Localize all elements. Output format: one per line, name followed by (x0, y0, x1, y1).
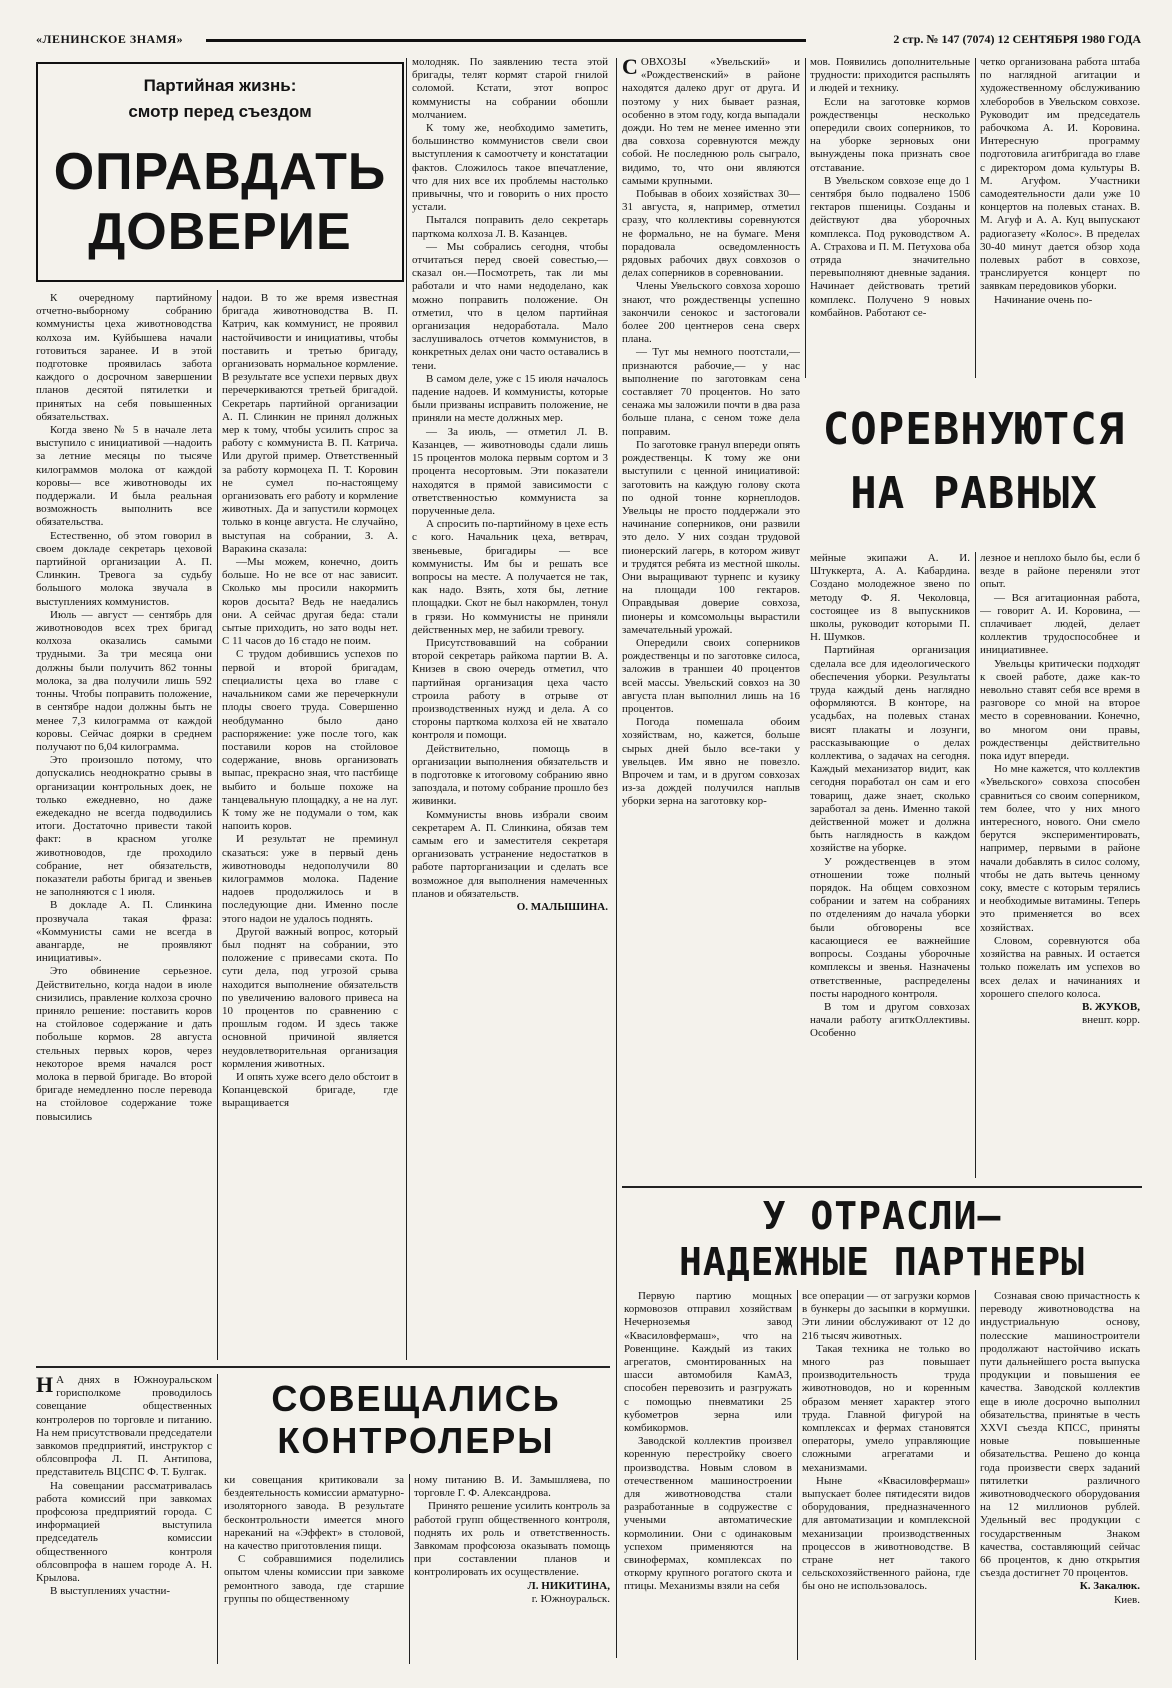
paragraph: Коммунисты вновь избрали своим секретарем А. П. Слинкина, обязав тем самым его и заместителя секретаря организовать устранение недостатков в работе парторганизации и сделать все возможное для выполнения намеченных планов и обязательств. (412, 808, 608, 900)
paragraph: У рождественцев в этом отношении тоже полный порядок. На общем совхозном собрании и затем на собраниях по отделениям до начала уборки были обговорены все касающиеся ее важнейшие вопросы. Созданы уборочные комплексы и звенья. Назначены ответственные, распределены посты народного контроля. (810, 855, 970, 1000)
column-rule (975, 58, 976, 378)
article2-headline-line1: СОРЕВНУЮТСЯ (822, 404, 1126, 455)
paragraph: ОВХОЗЫ «Увельский» и «Рождественский» в районе находятся далеко друг от друга. И поэтому у них бывает разная, особенно в этом году, когда выпадали дожди. Но тем не менее именно эти два совхоза соревнуются между собой. Не последнюю роль сыграло, видимо, то, что они являются самыми крупными. (622, 56, 800, 187)
section-rule (622, 1186, 1142, 1188)
paragraph: К тому же, необходимо заметить, большинство коммунистов свели свои выступления к самоотчету и констатации фактов. Сложилось такое впечатление, что для них все их проблемы настолько привычны, что и говорить о них просто устали. (412, 122, 608, 214)
article1-headline-box (36, 62, 404, 282)
paragraph: А спросить по-партийному в цехе есть с кого. Начальник цеха, ветврач, звеньевые, бригадиры — все коммунисты. Им бы и решать все вопросы на месте. А получается не так, как надо. Взять, хотя бы, летние площадки. Скот не был накормлен, тонул в грязи. Но коммунисты не приняли действенных мер, не забили тревогу. (412, 518, 608, 636)
paragraph: четко организована работа штаба по наглядной агитации и художественному обслуживанию хлеборобов в Увельском совхозе. Руководит им председатель рабочкома А. И. Коровина. Интересную программу подготовила агитбригада во главе с директором дома культуры В. М. Агуфом. Участники самодеятельности дали уже 10 концертов на полевых станах. В. М. Агуф и А. А. Куц выпускают радиогазету «Колос». В пределах 30-40 минут дается обзор хода полевых работ в совхозе, транслируется концерт по заявкам передовиков уборки. (980, 56, 1140, 293)
paragraph: — Тут мы немного поотстали,— признаются рабочие,— у нас выполнение по заготовкам сена составляет 70 процентов. Но зато сенажа мы заложили почти в два раза больше плана, с сеном тоже дела поправим. (622, 346, 800, 438)
article3-col1 (624, 1290, 792, 1660)
paragraph: все операции — от загрузки кормов в бункеры до засыпки в кормушки. Эти линии обслуживают от 12 до 216 тысяч животных. (802, 1290, 970, 1342)
column-rule (406, 58, 407, 1360)
paragraph: Действительно, помощь в организации выполнения обязательств и в подготовке к итоговому собранию явно запоздала, и потому собрание прошло без живинки. (412, 742, 608, 808)
paragraph: Члены Увельского совхоза хорошо знают, что рождественцы успешно закончили сенокос и застоговали более 200 центнеров сена сверх плана. (622, 280, 800, 346)
paragraph: Побывав в обоих хозяйствах 30—31 августа, я, например, отметил сразу, что коллективы соревнуются не формально, не на бумаге. Меня порадовала осведомленность рядовых рабочих двух совхозов о делах соперников в соревновании. (622, 188, 800, 280)
paragraph: В том и другом совхозах начали работу агиткОллективы. Особенно (810, 1000, 970, 1040)
article4-col1 (36, 1374, 212, 1664)
column-rule (217, 290, 218, 1360)
column-rule (616, 58, 617, 1658)
paragraph: В выступлениях участни- (50, 1585, 171, 1598)
paragraph: Такая техника не только во много раз повышает производительность труда животноводов, но и коренным образом меняет характер этого труда. Главной фигурой на комплексах и фермах становятся операторы, умело управляющие сложными агрегатами и механизмами. (802, 1342, 970, 1474)
headline-line2: ДОВЕРИЕ (88, 203, 352, 261)
paragraph: мейные экипажи А. И. Штуккерта, А. А. Кабардина. Создано молодежное звено по методу Ф. Я. Чеколовца, состоящее из 8 выпускников школы, руководит которыми П. Н. Шумков. (810, 552, 970, 644)
column-rule (975, 552, 976, 1178)
article2-col3 (980, 56, 1140, 378)
paragraph: В докладе А. П. Слинкина прозвучала такая фраза: «Коммунисты сами не всегда в авангарде, не проявляют инициативы». (36, 899, 212, 965)
article3-col2 (802, 1290, 970, 1660)
column-rule (409, 1474, 410, 1664)
section-rule (36, 1366, 610, 1368)
paragraph: —Мы можем, конечно, доить больше. Но не все от нас зависит. Сколько мы просили накормить коров досыта? Ведь не наедались они. А сейчас другая беда: стали сытые приходить, но зато воды нет. С 11 часов до 16 стадо не поим. (222, 556, 398, 648)
drop-cap: С (622, 56, 638, 79)
masthead (36, 30, 1141, 52)
paragraph: Когда звено № 5 в начале лета выступило с инициативой —надоить за летние месяцы по тысяче килограммов молока от каждой коровы— все животноводы их поддержали. И была реальная возможность выполнить все обязательства. (36, 424, 212, 529)
paragraph: Но мне кажется, что коллектив «Увельского» совхоза способен сравниться со своим соперником, тем более, что у них много интересного, нового. Они смело берутся экспериментировать, например, первыми в районе начали добавлять в силос солому, чтобы не дать вытечь ценному соку, вместе с которым терялись и необходимые витамины. Теперь это применяется во всех хозяйствах. (980, 763, 1140, 934)
paragraph: Пытался поправить дело секретарь парткома колхоза Л. В. Казанцев. (412, 214, 608, 240)
paragraph: С собравшимися поделились опытом члены комиссии при завкоме ремонтного завода, где старшие группы по общественному (224, 1553, 404, 1605)
paragraph: На совещании рассматривалась работа комиссий при завкомах профсоюза предприятий города. С информацией выступила председатель комиссии общественного контроля облсовпрофа в нашем городе А. Н. Крылова. (36, 1479, 212, 1585)
paragraph: В Увельском совхозе еще до 1 сентября было подвалено 1506 гектаров пшеницы. Созданы и действуют два уборочных комплекса. Под руководством А. А. Страхова и П. М. Петухова оба отряда значительно перевыполняют дневные задания. Начинает действовать третий комплекс. Получено 9 новых комбайнов. Работают се- (810, 174, 970, 319)
paragraph: С трудом добившись успехов по первой и второй бригадам, специалисты цеха во главе с начальником сами же перечеркнули плоды своего труда. Совершенно необдуманно было дано распоряжение: уже после того, как поставили коров на стойловое содержание, вновь организовать выпас, прекрасно зная, что пастбище выбито и больше похоже на танцевальную площадку, а не на луг. К тому же не подумали о том, как напоить коров. (222, 648, 398, 833)
paragraph: Опередили своих соперников рождественцы и по заготовке силоса, заложив в траншеи 40 процентов всей массы. Увельский совхоз на 30 августа план выполнил лишь на 16 процентов. (622, 636, 800, 715)
article3-col3 (980, 1290, 1140, 1664)
article3-headline-line2: НАДЕЖНЫЕ ПАРТНЕРЫ (679, 1240, 1085, 1284)
paragraph: И опять хуже всего дело обстоит в Копанцевской бригаде, где выращивается (222, 1070, 398, 1110)
article2-headline-line2: НА РАВНЫХ (850, 468, 1098, 519)
paragraph: — Вся агитационная работа, — говорит А. И. Коровина, —сплачивает людей, делает коллектив трудоспособнее и инициативнее. (980, 591, 1140, 657)
paragraph: — Мы собрались сегодня, чтобы отчитаться перед своей совестью,— сказал он.—Посмотреть, так ли мы работали и что нами недоделано, как можно поправить положение. Он отметил, что в целом партийная организация недоработала. Мало заслушивалось отчетов коммунистов, в конкретных делах они часто оставались в тени. (412, 240, 608, 372)
paragraph: Увельцы критически подходят к своей работе, даже как-то невольно ставят себя все время в разговоре со мной на второе место в соревновании. Конечно, во многом они правы, рождественцы действительно пока идут впереди. (980, 657, 1140, 763)
article4-col2 (224, 1474, 404, 1664)
article2-col1 (622, 56, 800, 1176)
rubric-line1: Партийная жизнь: (143, 76, 297, 95)
paragraph: По заготовке гранул впереди опять рождественцы. К тому же они выступили с ценной инициативой: заготовить на каждую голову скота по одной тонне корнеплодов. Увельцы не просто поддержали это начинание соперников, они развили это дело. У них создан трудовой пионерский лагерь, в котором живут и трудятся ребята из местной школы. Они выращивают турнепс и кузику на площади 100 гектаров. Оправдывая доверие совхоза, пионеры и комсомольцы вырастили замечательный урожай. (622, 438, 800, 636)
paragraph: А днях в Южноуральском горисполкоме проводилось совещание общественных контролеров по торговле и питанию. На нем присутствовали председатели завкомов предприятий, инструктор с облсовпрофа Л. П. Антипова, представитель ВЦСПС Ф. Т. Булгак. (36, 1374, 212, 1479)
paragraph: ному питанию В. И. Замышляева, по торговле Г. Ф. Александрова. (414, 1474, 610, 1500)
article2-signature: В. ЖУКОВ, (1082, 1000, 1140, 1013)
paragraph: Сознавая свою причастность к переводу животноводства на индустриальную основу, полесские машиностроители продолжают настойчиво искать пути дальнейшего роста выпуска продукции и повышения ее качества. Заводской коллектив еще в июле досрочно выполнил обязательства, принятые в честь XXVI съезда КПСС, приняты новые повышенные обязательства. Решено до конца года произвести сверх заданий пятилетки различного животноводческого оборудования на 12 миллионов рублей. Удельный вес продукции с государственным Знаком качества, составляющий сейчас 66 процентов, к дню открытия съезда достигнет 70 процентов. (980, 1290, 1140, 1580)
paragraph: Первую партию мощных кормовозов отправил хозяйствам Нечерноземья завод «Квасиловфермаш», что на Ровенщине. Каждый из таких агрегатов, смонтированных на шасси автомобиля КамАЗ, способен перевозить и разгружать с помощью пневматики 25 кубометров зерна или комбикормов. (624, 1290, 792, 1435)
masthead-rule (206, 39, 806, 42)
article4-place: г. Южноуральск. (531, 1592, 610, 1605)
paragraph: Партийная организация сделала все для идеологического обеспечения уборки. Результаты труда каждый день наглядно оформляются. В конторе, на усадьбах, на полевых станах висят плакаты и лозунги, рассказывающие о делах коллектива, о задачах на сегодня. Каждый механизатор видит, как сегодня поработал он сам и его товарищ, даже знает, сколько заработал за день. Именно такой действенной может и должна быть наглядность в каждом хозяйстве на уборке. (810, 644, 970, 855)
paragraph: К очередному партийному отчетно-выборному собранию коммунисты цеха животноводства колхоза им. Куйбышева начали готовиться заранее. И в этой подготовке проявилась забота каждого о досрочном завершении планов десятой пятилетки и принятых на себя повышенных обязательствах. (36, 292, 212, 423)
article4-headline-line1: СОВЕЩАЛИСЬ (271, 1378, 561, 1419)
article4-headline-line2: КОНТРОЛЕРЫ (277, 1420, 555, 1461)
issue-info: 2 стр. № 147 (7074) 12 СЕНТЯБРЯ 1980 ГОДА (893, 32, 1141, 46)
article1-col1 (36, 292, 212, 1360)
paragraph: Естественно, об этом говорил в своем докладе секретарь цеховой партийной организации А. П. Слинкин. Тревога за судьбу большого молока звучала в выступлениях коммунистов. (36, 529, 212, 608)
article4-signature: Л. НИКИТИНА, (527, 1579, 610, 1592)
article3-signature: К. Закалюк. (1079, 1580, 1140, 1593)
rubric-line2: смотр перед съездом (128, 102, 312, 121)
column-rule (975, 1290, 976, 1660)
article4-col3 (414, 1474, 610, 1668)
paragraph: Присутствовавший на собрании второй секретарь райкома партии В. А. Книзев в свою очередь отметил, что партийная организация цеха часто строила работу в отрыве от производственных нужд и дела. А со стороны парткома колхоза ей не хватало контроля и помощи. (412, 636, 608, 742)
paragraph: — За июль, — отметил Л. В. Казанцев, — животноводы сдали лишь 15 процентов молока первым сортом и 3 процента несортовым. Эти показатели находятся в прямой зависимости с ответственностью коммуниста за порученные дела. (412, 425, 608, 517)
paragraph: Июль — август — сентябрь для животноводов всех трех бригад колхоза оказались самыми трудными. За три месяца они должны были получить 862 тонны молока, за два получили лишь 592 тонны. Чтобы поправить положение, в сентябре надои должны быть не менее 7,3 килограмма от каждой коровы. Сейчас доярки в среднем получают по 6,04 килограмма. (36, 608, 212, 753)
paragraph: молодняк. По заявлению теста этой бригады, телят кормят старой гнилой соломой. Кстати, этот вопрос коммунисты на собрании обошли молчанием. (412, 56, 608, 121)
paragraph: Ныне «Квасиловфермаш» выпускает более пятидесяти видов оборудования, предназначенного для автоматизации и комплексной механизации производственных процессов в животноводстве. В стране нет такого сельскохозяйственного района, где бы оно не использовалось. (802, 1474, 970, 1593)
paragraph: Если на заготовке кормов рождественцы несколько опередили своих соперников, то на уборке зерновых они вынуждены пока признать свое отставание. (810, 95, 970, 174)
article2-col3b (980, 552, 1140, 1180)
paper-name: «ЛЕНИНСКОЕ ЗНАМЯ» (36, 32, 184, 46)
article3-headline-line1: У ОТРАСЛИ— (762, 1194, 1002, 1238)
article2-signature-role: внешт. корр. (1082, 1014, 1140, 1027)
column-rule (805, 58, 806, 378)
drop-cap: Н (36, 1374, 54, 1397)
paragraph: лезное и неплохо было бы, если б везде в районе переняли этот опыт. (980, 552, 1140, 591)
article1-col3 (412, 56, 608, 1356)
column-rule (797, 1290, 798, 1660)
article3-place: Киев. (1113, 1593, 1140, 1606)
paragraph: Это обвинение серьезное. Действительно, когда надои в июле снизились, правление колхоза срочно приняло решение: поставить коров на стойловое содержание и дать побольше кормов. 28 августа стельных первых коров, через некоторое время начался рост молока в первой бригаде. Во второй бригаде немедленно после перевода на стойловое содержание тоже повысились (36, 965, 212, 1123)
paragraph: Другой важный вопрос, который был поднят на собрании, это положение с привесами скота. По сути дела, под угрозой срыва находится выполнение обязательств по увеличению валового привеса на 10 процентов по сравнению с прошлым годом. И здесь также основной причиной является неудовлетворительная организация кормления животных. (222, 925, 398, 1070)
headline-line1: ОПРАВДАТЬ (53, 143, 387, 201)
paragraph: надои. В то же время известная бригада животноводства В. П. Катрич, как коммунист, не проявил настойчивости и инициативы, чтобы поставить и третью бригаду, организовать нормальное кормление. В результате все успехи первых двух перечеркиваются третьей бригадой. Секретарь партийной организации А. П. Слинкин не принял должных мер к тому, чтобы усилить спрос за работу с коммуниста В. П. Катрича. Или другой пример. Ответственный за работу кормоцеха П. Т. Коровин не сумел по-настоящему организовать его работу и кормление животных. Да и запустили кормоцех только в конце августа. Не случайно, выступая на собрании, З. А. Варакина сказала: (222, 292, 398, 555)
column-rule (217, 1374, 218, 1664)
article1-col2 (222, 292, 398, 1360)
paragraph: ки совещания критиковали за бездеятельность комиссии арматурно-изоляторного завода. В результате бесконтрольности имеется много нареканий на «Эффект» в столовой, на качество приготовления пищи. (224, 1474, 404, 1553)
paragraph: И результат не преминул сказаться: уже в первый день животноводы недополучили 80 килограммов молока. Падение надоев продолжилось и в последующие дни. Именно после этого надои не удалось поднять. (222, 833, 398, 925)
article2-col2b (810, 552, 970, 1176)
paragraph: Словом, соревнуются оба хозяйства на равных. И остается только пожелать им успехов во всех делах и начинаниях и хорошего спелого колоса. (980, 934, 1140, 1000)
paragraph: Заводской коллектив произвел коренную перестройку своего производства. Новым словом в отечественном машиностроении для животноводства стали разработанные в содружестве с учеными автоматические кормолинии. Они с одинаковым успехом применяются на свинофермах, комплексах по откорму крупного рогатого скота и птицы. Механизмы взяли на себя (624, 1435, 792, 1593)
paragraph: Принято решение усилить контроль за работой групп общественного контроля, поднять их роль и ответственность. Завкомам профсоюза оказывать помощь при составлении планов и контролировать их осуществление. (414, 1500, 610, 1579)
paragraph: мов. Появились дополнительные трудности: приходится распылять и людей и технику. (810, 56, 970, 95)
article1-signature: О. МАЛЫШИНА. (516, 901, 608, 913)
paragraph: Это произошло потому, что допускались неоднократно срывы в организации контрольных доек, не только ежедневно, но даже ежедекадно не всегда подводились итоги. Достаточно привести такой факт: в красном уголке животноводов, где проходило собрание, нет обязательств, показатели работы бригад и звеньев не заполняются с 1 июля. (36, 754, 212, 899)
paragraph: Начинание очень по- (994, 293, 1093, 306)
article2-col2 (810, 56, 970, 378)
paragraph: Погода помешала обоим хозяйствам, но, кажется, больше сырых дней было все-таки у увельцев. Им явно не повезло. Впрочем и там, и в другом совхозах из-за дождей получился наплыв уборки зерна на заготовку кор- (622, 716, 800, 808)
paragraph: В самом деле, уже с 15 июля началось падение надоев. И коммунисты, которые были призваны исправить положение, не приняли на месте должных мер. (412, 372, 608, 425)
